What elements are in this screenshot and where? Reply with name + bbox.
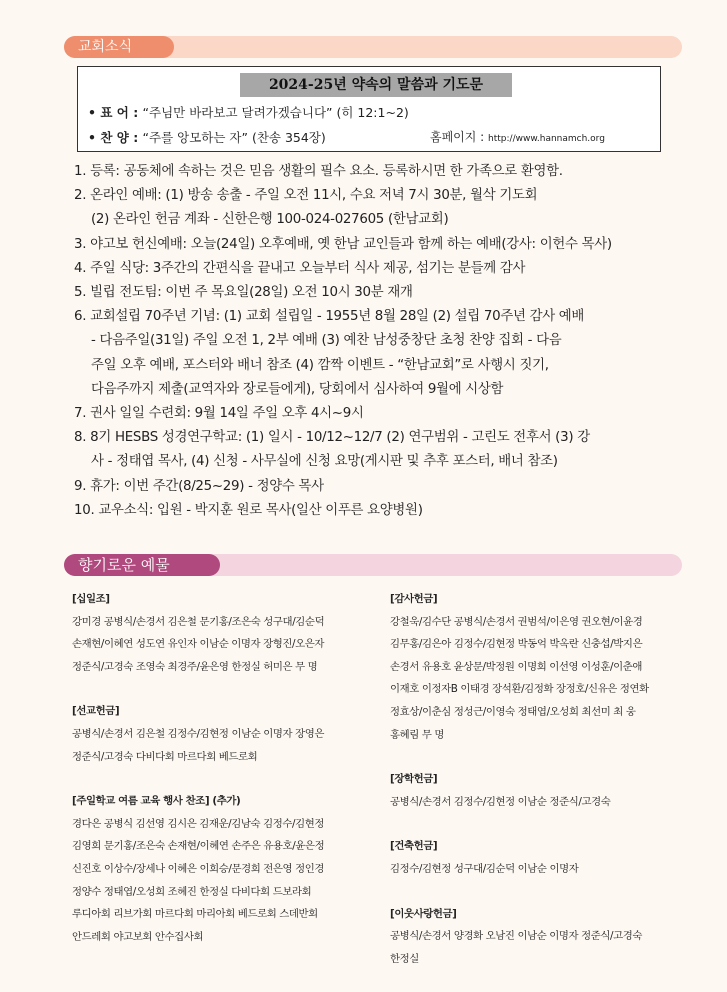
notice-item: 4. 주일 식당: 3주간의 간편식을 끝내고 오늘부터 식사 제공, 섬기는 분들께 감사 xyxy=(74,260,526,276)
offering-category: [건축헌금] xyxy=(390,840,438,853)
offering-names: 김정수/김현정 성구대/김순덕 이남순 이명자 xyxy=(390,862,579,875)
notice-item: 1. 등록: 공동체에 속하는 것은 믿음 생활의 필수 요소. 등록하시면 한 가족으로 환영함. xyxy=(74,164,563,179)
offering-category: [감사헌금] xyxy=(390,593,438,605)
section-label: 교회소식 xyxy=(64,36,174,58)
motto-text: “주님만 바라보고 달려가겠습니다” (히 12:1~2) xyxy=(142,105,409,120)
offering-names: 루디아회 리브가회 마르다회 마리아회 베드로회 스데반회 xyxy=(72,908,318,921)
offering-category: [장학헌금] xyxy=(390,773,438,786)
offering-names: 홍혜림 무 명 xyxy=(390,728,444,741)
notice-item: - 다음주일(31일) 주일 오전 1, 2부 예배 (3) 예찬 남성중창단 초청 찬양 집회 - 다음 xyxy=(91,333,562,349)
offering-names: 공병식/손경서 양경화 오남진 이남순 이명자 정준식/고경숙 xyxy=(390,930,643,943)
notice-item: (2) 온라인 헌금 계좌 - 신한은행 100-024-027605 (한남교회) xyxy=(91,212,449,228)
notice-item: 주일 오후 예배, 포스터와 배너 참조 (4) 깜짝 이벤트 - “한남교회”로 사행시 짓기, xyxy=(91,357,549,373)
homepage-url[interactable]: http://www.hannamch.org xyxy=(488,134,605,144)
section-header-offerings xyxy=(64,554,682,576)
offerings-left-column xyxy=(72,588,362,948)
offering-names: 정양수 정태엽/오성희 조혜진 한정실 다비다회 드보라회 xyxy=(72,885,312,898)
offering-names: 강철욱/김수단 공병식/손경서 권범석/이은영 권오현/이윤경 xyxy=(390,615,643,628)
offering-category: [십일조] xyxy=(72,593,110,605)
offering-names: 한정실 xyxy=(390,952,419,965)
notice-item: 사 - 정태엽 목사, (4) 신청 - 사무실에 신청 요망(게시판 및 추후 포스터, 배너 참조) xyxy=(91,454,558,470)
verse-box xyxy=(77,66,661,152)
verse-title: 2024-25년 약속의 말씀과 기도문 xyxy=(240,73,512,97)
homepage xyxy=(430,128,605,145)
notice-item: 9. 휴가: 이번 주간(8/25~29) - 정양수 목사 xyxy=(74,478,324,494)
notice-item: 7. 권사 일일 수련회: 9월 14일 주일 오후 4시~9시 xyxy=(74,406,364,422)
offering-category: [선교헌금] xyxy=(72,705,120,718)
hymn-text: “주를 앙모하는 자” (찬송 354장) xyxy=(142,130,326,145)
offering-category: [주일학교 여름 교육 행사 찬조] (추가) xyxy=(72,795,241,808)
offering-names: 정준식/고경숙 조영숙 최경주/윤은영 한정실 허미은 무 명 xyxy=(72,660,318,673)
offering-names: 안드레회 야고보회 안수집사회 xyxy=(72,930,204,943)
hymn-line xyxy=(88,128,326,146)
offering-names: 정준식/고경숙 다비다회 마르다회 베드로회 xyxy=(72,750,258,763)
notice-list xyxy=(74,160,674,523)
motto-label: • 표 어 : xyxy=(88,105,143,120)
notice-item: 2. 온라인 예배: (1) 방송 송출 - 주일 오전 11시, 수요 저녁 7시 30분, 월삭 기도회 xyxy=(74,188,538,204)
offering-names: 강미경 공병식/손경서 김은철 문기홍/조은숙 성구대/김순덕 xyxy=(72,615,325,628)
notice-item: 3. 야고보 헌신예배: 오늘(24일) 오후예배, 옛 한남 교인들과 함께 하는 예배(강사: 이헌수 목사) xyxy=(74,236,612,252)
offering-category: [이웃사랑헌금] xyxy=(390,907,457,920)
notice-item: 8. 8기 HESBS 성경연구학교: (1) 일시 - 10/12~12/7 (2) 연구범위 - 고린도 전후서 (3) 강 xyxy=(74,430,590,446)
offering-names: 김영희 문기홍/조은숙 손재현/이혜연 손주은 유용호/윤은정 xyxy=(72,840,325,853)
offering-names: 신진호 이상수/장세나 이혜은 이희승/문경희 전은영 정인경 xyxy=(72,862,325,875)
offering-names: 정효상/이춘심 정성근/이영숙 정태엽/오성희 최선미 최 웅 xyxy=(390,705,636,718)
offerings-right-column xyxy=(390,588,690,970)
offering-names: 공병식/손경서 김은철 김정수/김현정 이남순 이명자 장영은 xyxy=(72,727,325,740)
notice-item: 5. 빌립 전도팀: 이번 주 목요일(28일) 오전 10시 30분 재개 xyxy=(74,285,413,301)
notice-item: 다음주까지 제출(교역자와 장로들에게), 당회에서 심사하여 9월에 시상함 xyxy=(91,381,504,397)
offering-names: 공병식/손경서 김정수/김현정 이남순 정준식/고경숙 xyxy=(390,795,611,808)
motto-line xyxy=(88,103,409,121)
homepage-label: 홈페이지 : xyxy=(430,130,489,144)
offering-names: 손경서 유용호 윤상문/박정원 이명희 이선영 이성훈/이춘애 xyxy=(390,660,643,673)
section-header-church-news xyxy=(64,36,682,58)
notice-item: 6. 교회설립 70주년 기념: (1) 교회 설립일 - 1955년 8월 28일 (2) 설립 70주년 감사 예배 xyxy=(74,309,585,325)
notice-item: 10. 교우소식: 입원 - 박지훈 원로 목사(일산 이푸른 요양병원) xyxy=(74,502,423,518)
offering-names: 경다은 공병식 김선영 김시은 김재운/김남숙 김정수/김현정 xyxy=(72,817,325,830)
hymn-label: • 찬 양 : xyxy=(88,130,143,145)
offering-names: 이재호 이정자B 이태경 장석환/김정화 장정호/신유은 정연화 xyxy=(390,683,649,696)
section-label: 향기로운 예물 xyxy=(64,554,220,576)
offering-names: 손재현/이혜연 성도연 유인자 이남순 이명자 장형진/오은자 xyxy=(72,638,325,651)
offering-names: 김무홍/김은아 김정수/김현정 박동억 박옥란 신충섭/박지은 xyxy=(390,638,643,651)
